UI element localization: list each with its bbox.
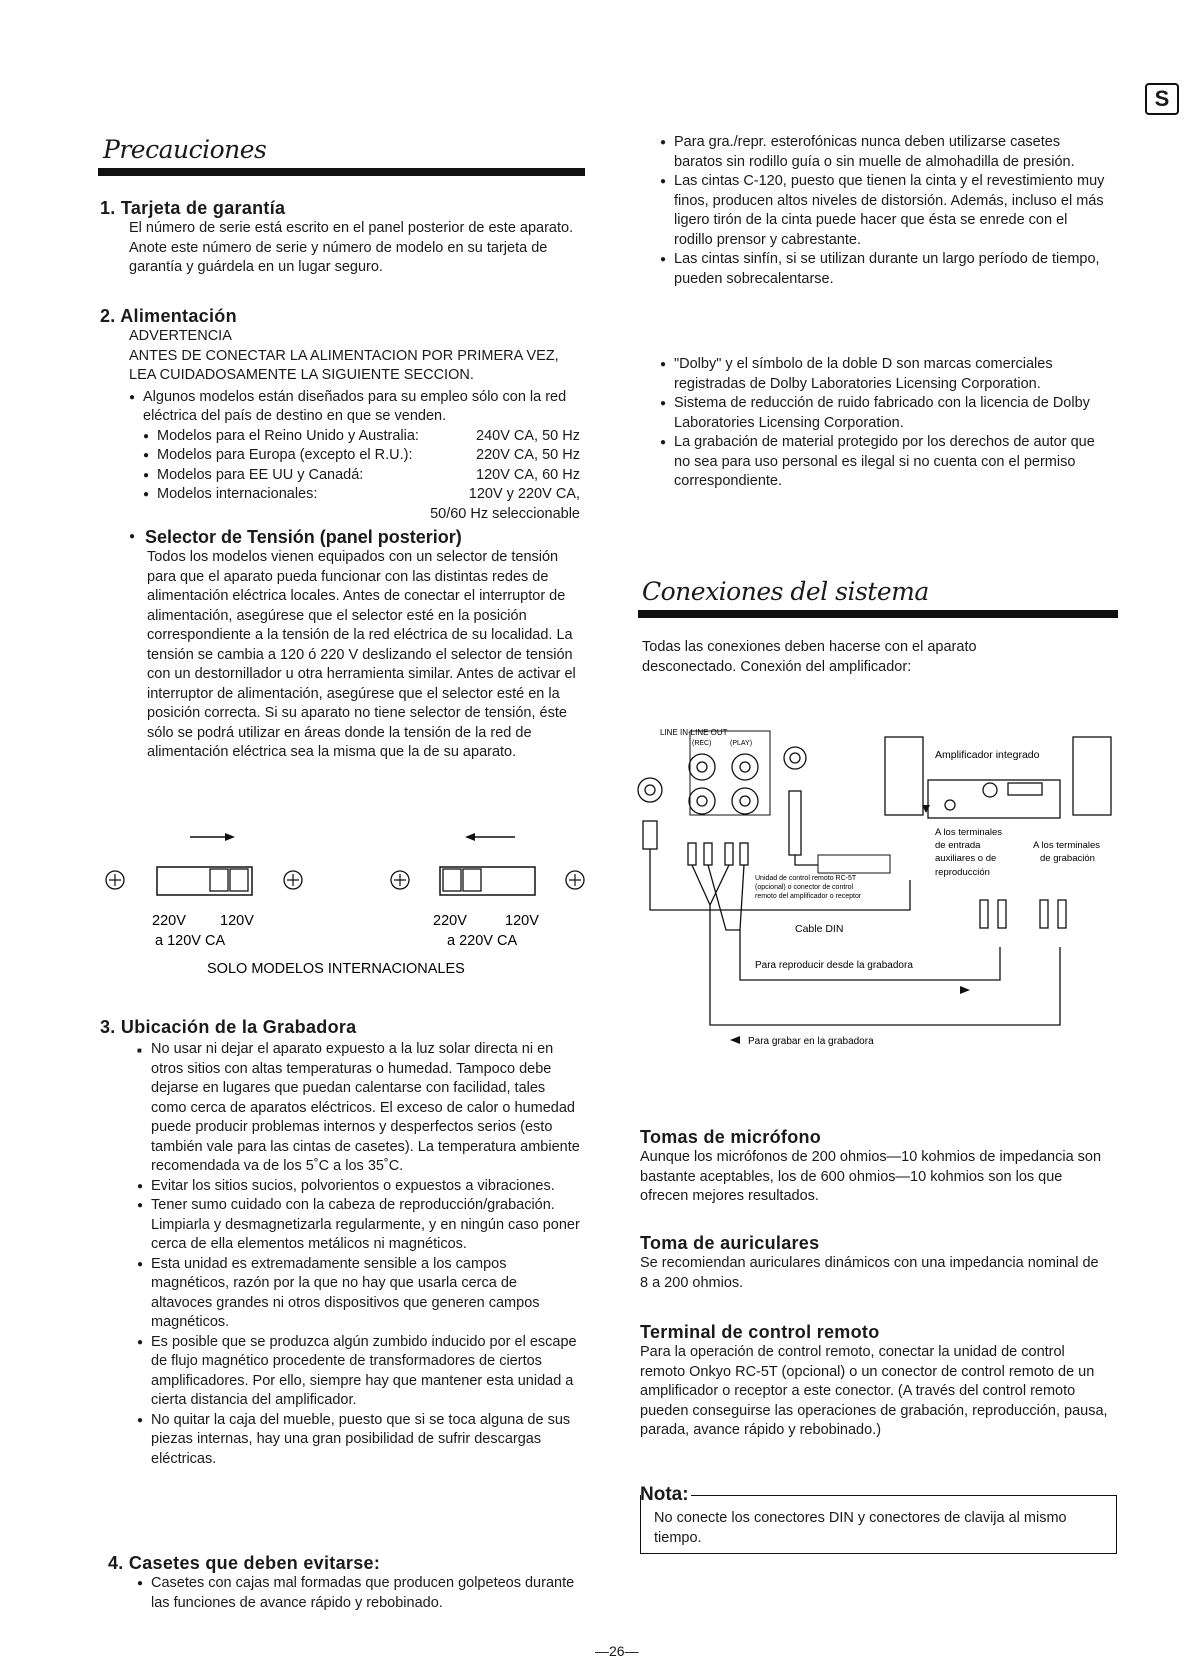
section-phones [640,1233,1110,1293]
conexiones-title: Conexiones del sistema [642,577,929,606]
selector-text: Todos los modelos vienen equipados con un selector de tensión para que el aparato pueda funcionar con las distintas redes de alimentación eléctrica locales. Antes de conectar el interruptor de alimentación, asegúrese que el selector esté en la posición correspondiente a la tensión de la red eléctrica de su localidad. La tensión se cambia a 120 ó 220 V deslizando el selector de tensión con un destornillador u otra herramienta similar. Antes de activar el interruptor de alimentación, asegúrese que el selector esté en la posición correcta. Si su aparato no tiene selector de tensión, éste sólo se podrá utilizar en áreas donde la tensión de la red de alimentación eléctrica sea la misma que la de su aparato. [147,549,576,760]
mic-heading: Tomas de micrófono [640,1127,822,1147]
list-item: ● La grabación de material protegido por los derechos de autor que no sea para uso personal es ilegal si no cuenta con el permiso correspondiente. [660,433,1110,492]
voltage-selector-diagram [95,825,595,985]
model-note: 50/60 Hz seleccionable [430,505,580,522]
nota-box [640,1495,1117,1554]
list-item: ■ No usar ni dejar el aparato expuesto a la luz solar directa ni en otros sitios con altas temperaturas o humedad. Tampoco debe dejarse en lugares que puedan calentarse con facilidad, tales como cerca de aparatos eléctricos. El exceso de calor o humedad puede producir problemas internos y desperfectos serios (esto también vale para las cintas de casetes). La temperatura ambiente recomendada va de los 5˚C a los 35˚C. [137,1040,580,1177]
volt-left-caption: a 120V CA [155,933,226,949]
model-row: ● Modelos internacionales: 120V y 220V CA, [143,485,580,505]
in-terminals-1: de entrada [935,840,981,851]
volt-right-caption: a 220V CA [447,933,518,949]
list-item: ● Algunos modelos están diseñados para su empleo sólo con la red eléctrica del país de destino en que se venden. [129,388,580,427]
conexiones-text: Todas las conexiones deben hacerse con el aparato desconectado. Conexión del amplificador: [642,639,977,675]
remote-line-1: (opcional) o conector de control [755,884,854,891]
garantia-text: El número de serie está escrito en el panel posterior de este aparato. Anote este número de serie y número de modelo en su tarjeta de garantía y guárdela en un lugar seguro. [129,220,574,275]
in-terminals-3: reproducción [935,867,990,878]
list-item: ● Las cintas C-120, puesto que tienen la cinta y el revestimiento muy finos, producen altos niveles de distorsión. Además, incluso el más ligero tirón de la cinta puede hacer que ésta se enrede con el rodillo prensor y cabrestante. [660,172,1110,250]
nota-label: Nota: [640,1484,689,1505]
conexiones-rule [638,610,1118,618]
list-item: ● Es posible que se produzca algún zumbido inducido por el escape de flujo magnético procedente de transformadores de ciertos amplificadores. Por ello, siempre hay que mantener esta unidad a cierta distancia del amplificador. [137,1333,580,1411]
list-item: ● Casetes con cajas mal formadas que producen golpeteos durante las funciones de avance rápido y rebobinado. [137,1574,588,1613]
section-alimentacion [100,306,580,763]
rec-to-label: Para grabar en la grabadora [748,1036,874,1047]
list-item: ● "Dolby" y el símbolo de la doble D son marcas comerciales registradas de Dolby Laboratories Licensing Corporation. [660,355,1110,394]
line-label: LINE IN-LINE OUT [660,728,728,737]
remote-line-2: remoto del amplificador o receptor [755,893,862,900]
section-ubicacion [100,1017,580,1469]
phones-text: Se recomiendan auriculares dinámicos con una impedancia nominal de 8 a 200 ohmios. [640,1255,1099,1291]
title-rule [98,168,585,176]
in-terminals-2: auxiliares o de [935,853,997,864]
volt-right-a: 220V [433,913,467,929]
list-item: ● Sistema de reducción de ruido fabricado con la licencia de Dolby Laboratories Licensing Corporation. [660,394,1110,433]
dolby-bullets [660,355,1110,492]
precauciones-title: Precauciones [103,135,267,164]
section-remote [640,1322,1110,1441]
nota-text: No conecte los conectores DIN y conectores de clavija al mismo tiempo. [654,1510,1067,1546]
volt-right-b: 120V [505,913,539,929]
list-item: ● Evitar los sitios sucios, polvorientos o expuestos a vibraciones. [137,1177,580,1197]
amp-label: Amplificador integrado [935,749,1040,761]
warning-caps: ANTES DE CONECTAR LA ALIMENTACION POR PRIMERA VEZ, LEA CUIDADOSAMENTE LA SIGUIENTE SECCION. [129,347,559,383]
section-casetes [108,1553,588,1613]
ubicacion-heading: 3. Ubicación de la Grabadora [100,1017,357,1037]
remote-text: Para la operación de control remoto, conectar la unidad de control remoto Onkyo RC-5T (opcional) o un conector de control remoto de un amplificador o receptor a este conector. (A través del control remoto pueden conseguirse las operaciones de grabación, reproducción, pausa, parada, avance rápido y rebobinado.) [640,1344,1108,1438]
rec-label: (REC) [692,740,712,747]
section-garantia [100,198,580,278]
connection-diagram [630,725,1120,1055]
list-item: ● Para gra./repr. esterofónicas nunca deben utilizarse casetes baratos sin rodillo guía o sin muelle de almohadilla de presión. [660,133,1110,172]
page-number: —26— [595,1643,639,1659]
remote-line-0: Unidad de control remoto RC-5T [755,875,857,882]
casetes-heading: 4. Casetes que deben evitarse: [108,1553,381,1573]
in-terminals-0: A los terminales [935,827,1003,838]
list-item: ● Tener sumo cuidado con la cabeza de reproducción/grabación. Limpiarla y desmagnetizarla regularmente, y en ningún caso poner cerca de ella elementos metálicos ni magnéticos. [137,1196,580,1255]
list-item: ● No quitar la caja del mueble, puesto que si se toca alguna de sus piezas internas, hay una gran posibilidad de sufrir descargas eléctricas. [137,1411,580,1470]
cassette-bullets [660,133,1110,289]
volt-footer: SOLO MODELOS INTERNACIONALES [207,961,465,977]
rec-terminals-0: A los terminales [1033,840,1101,851]
model-row: ● Modelos para EE UU y Canadá: 120V CA, 60 Hz [143,466,580,486]
remote-heading: Terminal de control remoto [640,1322,880,1342]
model-row: ● Modelos para el Reino Unido y Australia: 240V CA, 50 Hz [143,427,580,447]
play-label: (PLAY) [730,740,753,747]
model-row: ● Modelos para Europa (excepto el R.U.): 220V CA, 50 Hz [143,446,580,466]
din-label: Cable DIN [795,923,844,935]
mic-text: Aunque los micrófonos de 200 ohmios—10 kohmios de impedancia son bastante aceptables, los de 600 ohmios—10 kohmios son los que ofrecen mejores resultados. [640,1149,1102,1204]
phones-heading: Toma de auriculares [640,1233,820,1253]
section-mic [640,1127,1110,1207]
volt-left-b: 120V [220,913,254,929]
volt-left-a: 220V [152,913,186,929]
language-badge: S [1145,83,1179,115]
rec-terminals-1: de grabación [1040,853,1095,864]
garantia-heading: 1. Tarjeta de garantía [100,198,286,218]
list-item: ● Esta unidad es extremadamente sensible a los campos magnéticos, razón por la que no hay que usarla cerca de altavoces grandes ni otros dispositivos que generen campos magnéticos. [137,1255,580,1333]
play-from-label: Para reproducir desde la grabadora [755,960,913,971]
selector-heading: ● Selector de Tensión (panel posterior) [129,526,580,548]
alimentacion-heading: 2. Alimentación [100,306,237,326]
list-item: ● Las cintas sinfín, si se utilizan durante un largo período de tiempo, pueden sobrecalentarse. [660,250,1110,289]
warning-label: ADVERTENCIA [129,328,232,344]
